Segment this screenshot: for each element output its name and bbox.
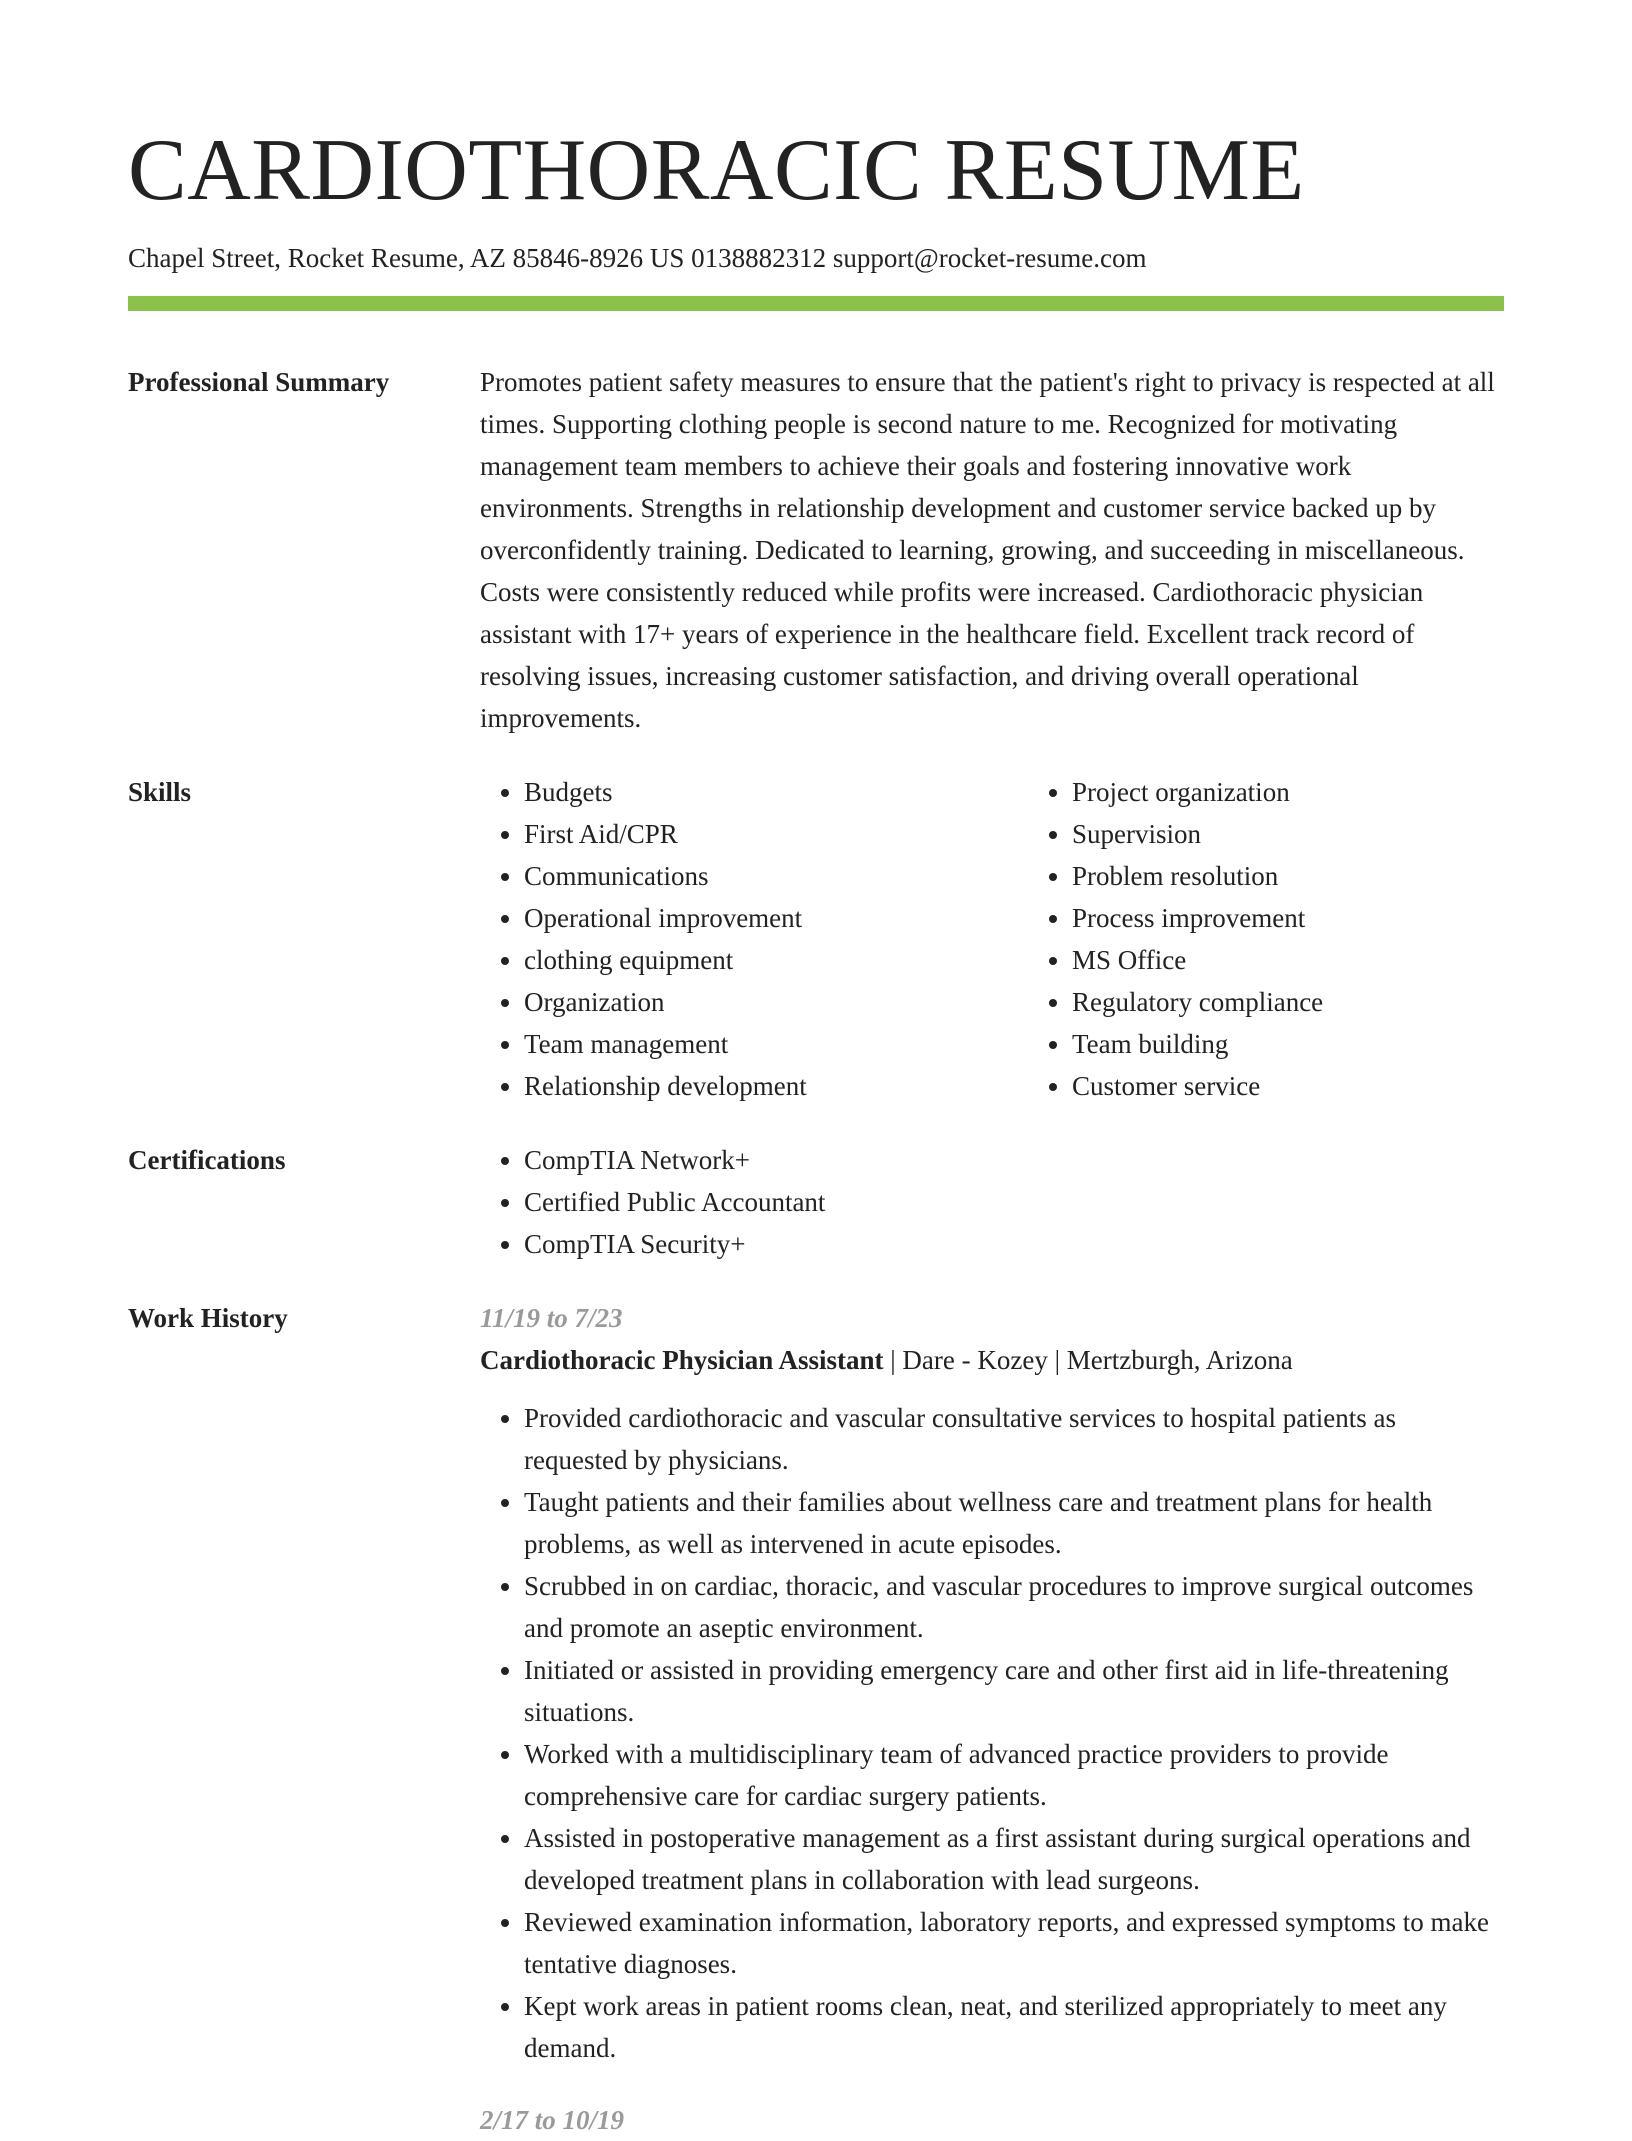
skills-heading: Skills xyxy=(128,777,192,807)
job-employer-location: | Dare - Kozey | Mertzburgh, Arizona xyxy=(883,1345,1293,1375)
job-dates: 2/17 to 10/19 xyxy=(480,2105,625,2135)
certification-item: • Certified Public Accountant xyxy=(524,1181,1504,1223)
skill-item: • Team building xyxy=(1072,1023,1576,1065)
skills-list-left xyxy=(480,771,1028,1107)
skill-item: • Communications xyxy=(524,855,1028,897)
work-history-heading: Work History xyxy=(128,1303,288,1333)
job-duty-item: • Assisted in postoperative management as a first assistant during surgical operations and developed treatment plans in collaboration with lead surgeons. xyxy=(524,1817,1504,1901)
skill-item: • MS Office xyxy=(1072,939,1576,981)
job-duty-item: • Worked with a multidisciplinary team of advanced practice providers to provide comprehensive care for cardiac surgery patients. xyxy=(524,1733,1504,1817)
skill-item: • Operational improvement xyxy=(524,897,1028,939)
resume-page xyxy=(128,0,1504,2141)
work-history-body xyxy=(480,1297,1504,2141)
skills-section xyxy=(128,771,1504,1107)
summary-text: Promotes patient safety measures to ensure that the patient's right to privacy is respected at all times. Supporting clothing people is second nature to me. Recognized for motivating management team members to achieve their goals and fostering innovative work environments. Strengths in relationship development and customer service backed up by overconfidently training. Dedicated to learning, growing, and succeeding in miscellaneous. Costs were consistently reduced while profits were increased. Cardiothoracic physician assistant with 17+ years of experience in the healthcare field. Excellent track record of resolving issues, increasing customer satisfaction, and driving overall operational improvements. xyxy=(480,367,1495,733)
certifications-list xyxy=(480,1139,1504,1265)
skill-item: • Organization xyxy=(524,981,1028,1023)
summary-section xyxy=(128,361,1504,739)
job-duty-item: • Initiated or assisted in providing emergency care and other first aid in life-threatening situations. xyxy=(524,1649,1504,1733)
skill-item: • Customer service xyxy=(1072,1065,1576,1107)
job-duty-item: • Provided cardiothoracic and vascular consultative services to hospital patients as requested by physicians. xyxy=(524,1397,1504,1481)
certifications-body xyxy=(480,1139,1504,1265)
job-entry xyxy=(480,2099,1504,2141)
accent-divider xyxy=(128,296,1504,311)
certifications-section xyxy=(128,1139,1504,1265)
skill-item: • Budgets xyxy=(524,771,1028,813)
skill-item: • Regulatory compliance xyxy=(1072,981,1576,1023)
resume-title: CARDIOTHORACIC RESUME xyxy=(128,122,1305,219)
work-history-section xyxy=(128,1297,1504,2141)
job-heading xyxy=(480,1339,1504,1381)
skill-item: • First Aid/CPR xyxy=(524,813,1028,855)
skill-item: • Project organization xyxy=(1072,771,1576,813)
contact-line: Chapel Street, Rocket Resume, AZ 85846-8926 US 0138882312 support@rocket-resume.com xyxy=(128,243,1147,273)
skill-item: • Process improvement xyxy=(1072,897,1576,939)
certification-item: • CompTIA Security+ xyxy=(524,1223,1504,1265)
summary-heading: Professional Summary xyxy=(128,367,390,397)
skills-list-right xyxy=(1028,771,1576,1107)
skill-item: • Supervision xyxy=(1072,813,1576,855)
skill-item: • clothing equipment xyxy=(524,939,1028,981)
skill-item: • Relationship development xyxy=(524,1065,1028,1107)
skill-item: • Team management xyxy=(524,1023,1028,1065)
job-entry xyxy=(480,1297,1504,2069)
job-duty-item: • Reviewed examination information, laboratory reports, and expressed symptoms to make tentative diagnoses. xyxy=(524,1901,1504,1985)
job-duties-list xyxy=(480,1397,1504,2069)
job-title: Cardiothoracic Physician Assistant xyxy=(480,1345,884,1375)
job-dates: 11/19 to 7/23 xyxy=(480,1303,623,1333)
certification-item: • CompTIA Network+ xyxy=(524,1139,1504,1181)
job-duty-item: • Scrubbed in on cardiac, thoracic, and vascular procedures to improve surgical outcomes and promote an aseptic environment. xyxy=(524,1565,1504,1649)
job-duty-item: • Kept work areas in patient rooms clean, neat, and sterilized appropriately to meet any demand. xyxy=(524,1985,1504,2069)
skills-body xyxy=(480,771,1576,1107)
certifications-heading: Certifications xyxy=(128,1145,286,1175)
skill-item: • Problem resolution xyxy=(1072,855,1576,897)
job-duty-item: • Taught patients and their families about wellness care and treatment plans for health problems, as well as intervened in acute episodes. xyxy=(524,1481,1504,1565)
